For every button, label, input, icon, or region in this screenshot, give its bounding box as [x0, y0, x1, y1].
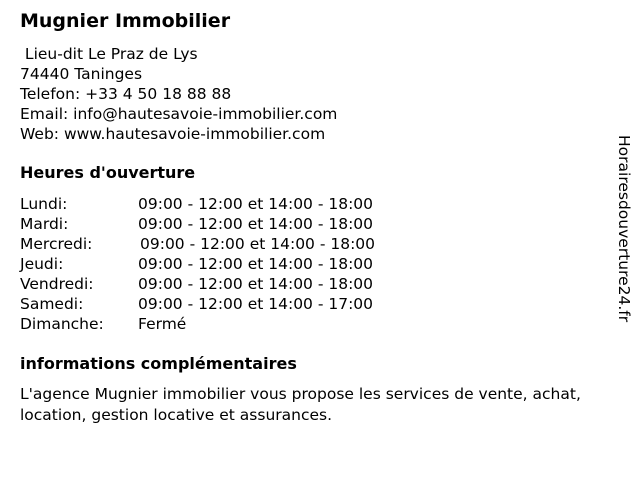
info-heading: informations complémentaires: [20, 354, 297, 373]
email: Email: info@hautesavoie-immobilier.com: [20, 105, 338, 123]
day-label: Dimanche:: [20, 315, 104, 333]
time-range: 09:00 - 12:00 et 14:00 - 18:00: [138, 195, 374, 213]
info-text: L'agence Mugnier immobilier vous propose les services de vente, achat, location, gestion locative et assurances.: [20, 385, 581, 424]
address-line-1: Lieu-dit Le Praz de Lys: [20, 45, 198, 63]
time-range: 09:00 - 12:00 et 14:00 - 18:00: [140, 235, 376, 253]
day-label: Mercredi:: [20, 235, 93, 253]
hours-row: [20, 274, 375, 294]
contact-block: [20, 44, 337, 144]
hours-row: [20, 194, 375, 214]
day-label: Mardi:: [20, 215, 69, 233]
day-label: Lundi:: [20, 195, 68, 213]
day-label: Samedi:: [20, 295, 84, 313]
time-range: 09:00 - 12:00 et 14:00 - 17:00: [138, 295, 374, 313]
hours-row: [20, 234, 375, 254]
hours-row: [20, 214, 375, 234]
time-range: 09:00 - 12:00 et 14:00 - 18:00: [138, 255, 374, 273]
hours-table: [20, 194, 375, 334]
hours-row: [20, 254, 375, 274]
time-range: 09:00 - 12:00 et 14:00 - 18:00: [138, 275, 374, 293]
time-range: 09:00 - 12:00 et 14:00 - 18:00: [138, 215, 374, 233]
time-range: Fermé: [138, 315, 187, 333]
hours-heading: Heures d'ouverture: [20, 163, 196, 182]
watermark: Horairesdouverture24.fr: [615, 135, 633, 323]
address-line-2: 74440 Taninges: [20, 65, 143, 83]
day-label: Vendredi:: [20, 275, 94, 293]
phone: Telefon: +33 4 50 18 88 88: [20, 85, 232, 103]
hours-row: [20, 294, 375, 314]
website: Web: www.hautesavoie-immobilier.com: [20, 125, 326, 143]
business-name: Mugnier Immobilier: [20, 10, 231, 32]
day-label: Jeudi:: [20, 255, 64, 273]
hours-row: [20, 314, 375, 334]
